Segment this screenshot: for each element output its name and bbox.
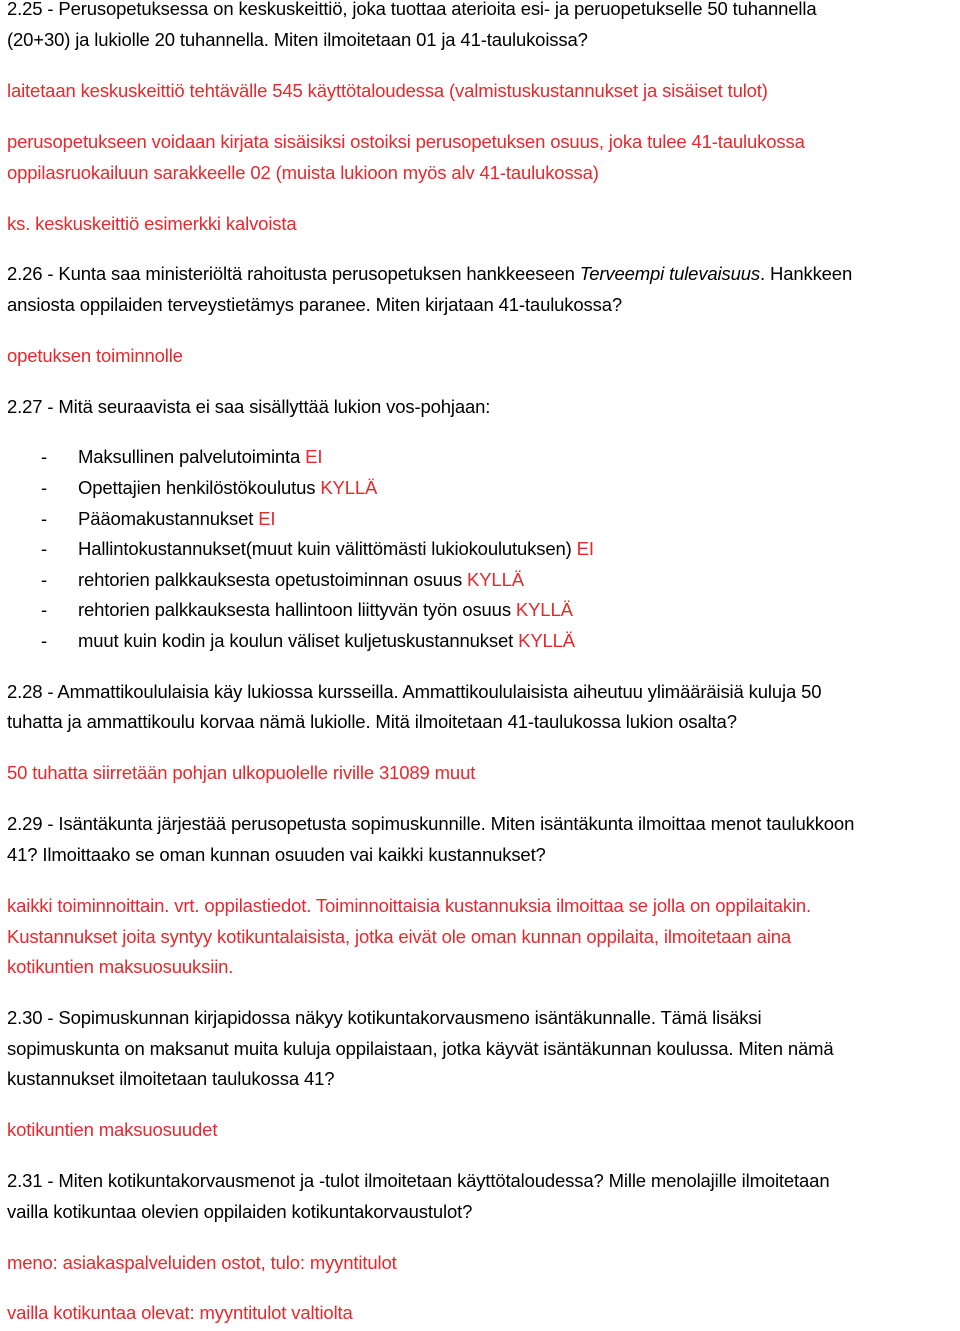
answer-2-31-line-1: meno: asiakaspalveluiden ostot, tulo: myyntitulot [7, 1252, 397, 1273]
question-2-25-line-2: (20+30) ja lukiolle 20 tuhannella. Miten ilmoitetaan 01 ja 41-taulukoissa? [7, 29, 588, 50]
answer-2-25-line-1: laitetaan keskuskeittiö tehtävälle 545 käyttötaloudessa (valmistuskustannukset ja sisäiset tulot) [7, 80, 768, 101]
answer-2-29-line-2: Kustannukset joita syntyy kotikuntalaisista, jotka eivät ole oman kunnan oppilaita, ilmoitetaan aina [7, 926, 792, 947]
list-item-answer: EI [305, 446, 323, 467]
list-item-answer: KYLLÄ [320, 477, 378, 498]
list-item-text: Pääomakustannukset EI [78, 508, 276, 529]
question-2-26-text: 2.26 - Kunta saa ministeriöltä rahoitusta perusopetuksen hankkeeseen [7, 263, 580, 284]
list-item-text: Hallintokustannukset(muut kuin välittömästi lukiokoulutuksen) EI [78, 538, 594, 559]
answer-2-25-line-4: ks. keskuskeittiö esimerkki kalvoista [7, 213, 297, 234]
list-dash: - [41, 569, 48, 590]
question-2-26-line-1 [7, 263, 852, 285]
question-2-27: 2.27 - Mitä seuraavista ei saa sisällyttää lukion vos-pohjaan: [7, 396, 491, 417]
question-2-29-line-1: 2.29 - Isäntäkunta järjestää perusopetusta sopimuskunnille. Miten isäntäkunta ilmoittaa menot taulukkoon [7, 813, 855, 834]
answer-2-30: kotikuntien maksuosuudet [7, 1119, 218, 1140]
list-item-text: rehtorien palkkauksesta opetustoiminnan osuus KYLLÄ [78, 569, 524, 590]
list-item-text: Maksullinen palvelutoiminta EI [78, 446, 323, 467]
question-2-29-line-2: 41? Ilmoittaako se oman kunnan osuuden vai kaikki kustannukset? [7, 844, 546, 865]
answer-2-29-line-1: kaikki toiminnoittain. vrt. oppilastiedot. Toiminnoittaisia kustannuksia ilmoittaa se jolla on oppilaitakin. [7, 895, 812, 916]
answer-2-25-line-2: perusopetukseen voidaan kirjata sisäisiksi ostoiksi perusopetuksen osuus, joka tulee 41-taulukossa [7, 131, 805, 152]
list-item-answer: KYLLÄ [467, 569, 524, 590]
question-2-25-line-1: 2.25 - Perusopetuksessa on keskuskeittiö, joka tuottaa aterioita esi- ja peruopetukselle 50 tuhannella [7, 0, 817, 19]
list-dash: - [41, 508, 48, 529]
question-2-30-line-2: sopimuskunta on maksanut muita kuluja oppilaistaan, jotka käyvät isäntäkunnan koulussa. Miten nämä [7, 1038, 834, 1059]
answer-2-28: 50 tuhatta siirretään pohjan ulkopuolelle riville 31089 muut [7, 762, 476, 783]
answer-2-31-line-2: vailla kotikuntaa olevat: myyntitulot valtiolta [7, 1302, 353, 1323]
list-dash: - [41, 477, 48, 498]
question-2-26-line-2: ansiosta oppilaiden terveystietämys paranee. Miten kirjataan 41-taulukossa? [7, 294, 623, 315]
list-item-answer: KYLLÄ [515, 599, 573, 620]
question-2-31-line-1: 2.31 - Miten kotikuntakorvausmenot ja -tulot ilmoitetaan käyttötaloudessa? Mille menolajille ilmoitetaan [7, 1170, 830, 1191]
question-2-28-line-2: tuhatta ja ammattikoulu korvaa nämä lukiolle. Mitä ilmoitetaan 41-taulukossa lukion osalta? [7, 711, 737, 732]
list-item-answer: EI [576, 538, 594, 559]
list-item-text: rehtorien palkkauksesta hallintoon liittyvän työn osuus KYLLÄ [78, 599, 573, 620]
list-item-text: muut kuin kodin ja koulun väliset kuljetuskustannukset KYLLÄ [78, 630, 575, 651]
answer-2-29-line-3: kotikuntien maksuosuuksiin. [7, 956, 234, 977]
list-dash: - [41, 599, 48, 620]
question-2-31-line-2: vailla kotikuntaa olevien oppilaiden kotikuntakorvaustulot? [7, 1201, 473, 1222]
question-2-26-text-end: . Hankkeen [760, 263, 853, 284]
answer-2-25-line-3: oppilasruokailuun sarakkeelle 02 (muista lukioon myös alv 41-taulukossa) [7, 162, 599, 183]
answer-2-26: opetuksen toiminnolle [7, 345, 183, 366]
list-dash: - [41, 630, 48, 651]
question-2-30-line-3: kustannukset ilmoitetaan taulukossa 41? [7, 1068, 335, 1089]
question-2-28-line-1: 2.28 - Ammattikoululaisia käy lukiossa kursseilla. Ammattikoululaisista aiheutuu ylimääräisiä kuluja 50 [7, 681, 822, 702]
list-item-answer: EI [258, 508, 276, 529]
question-2-26-project-name: Terveempi tulevaisuus [579, 263, 760, 284]
list-item-text: Opettajien henkilöstökoulutus KYLLÄ [78, 477, 378, 498]
list-dash: - [41, 446, 48, 467]
question-2-30-line-1: 2.30 - Sopimuskunnan kirjapidossa näkyy kotikuntakorvausmeno isäntäkunnalle. Tämä lisäksi [7, 1007, 762, 1028]
list-item-answer: KYLLÄ [518, 630, 575, 651]
list-dash: - [41, 538, 48, 559]
